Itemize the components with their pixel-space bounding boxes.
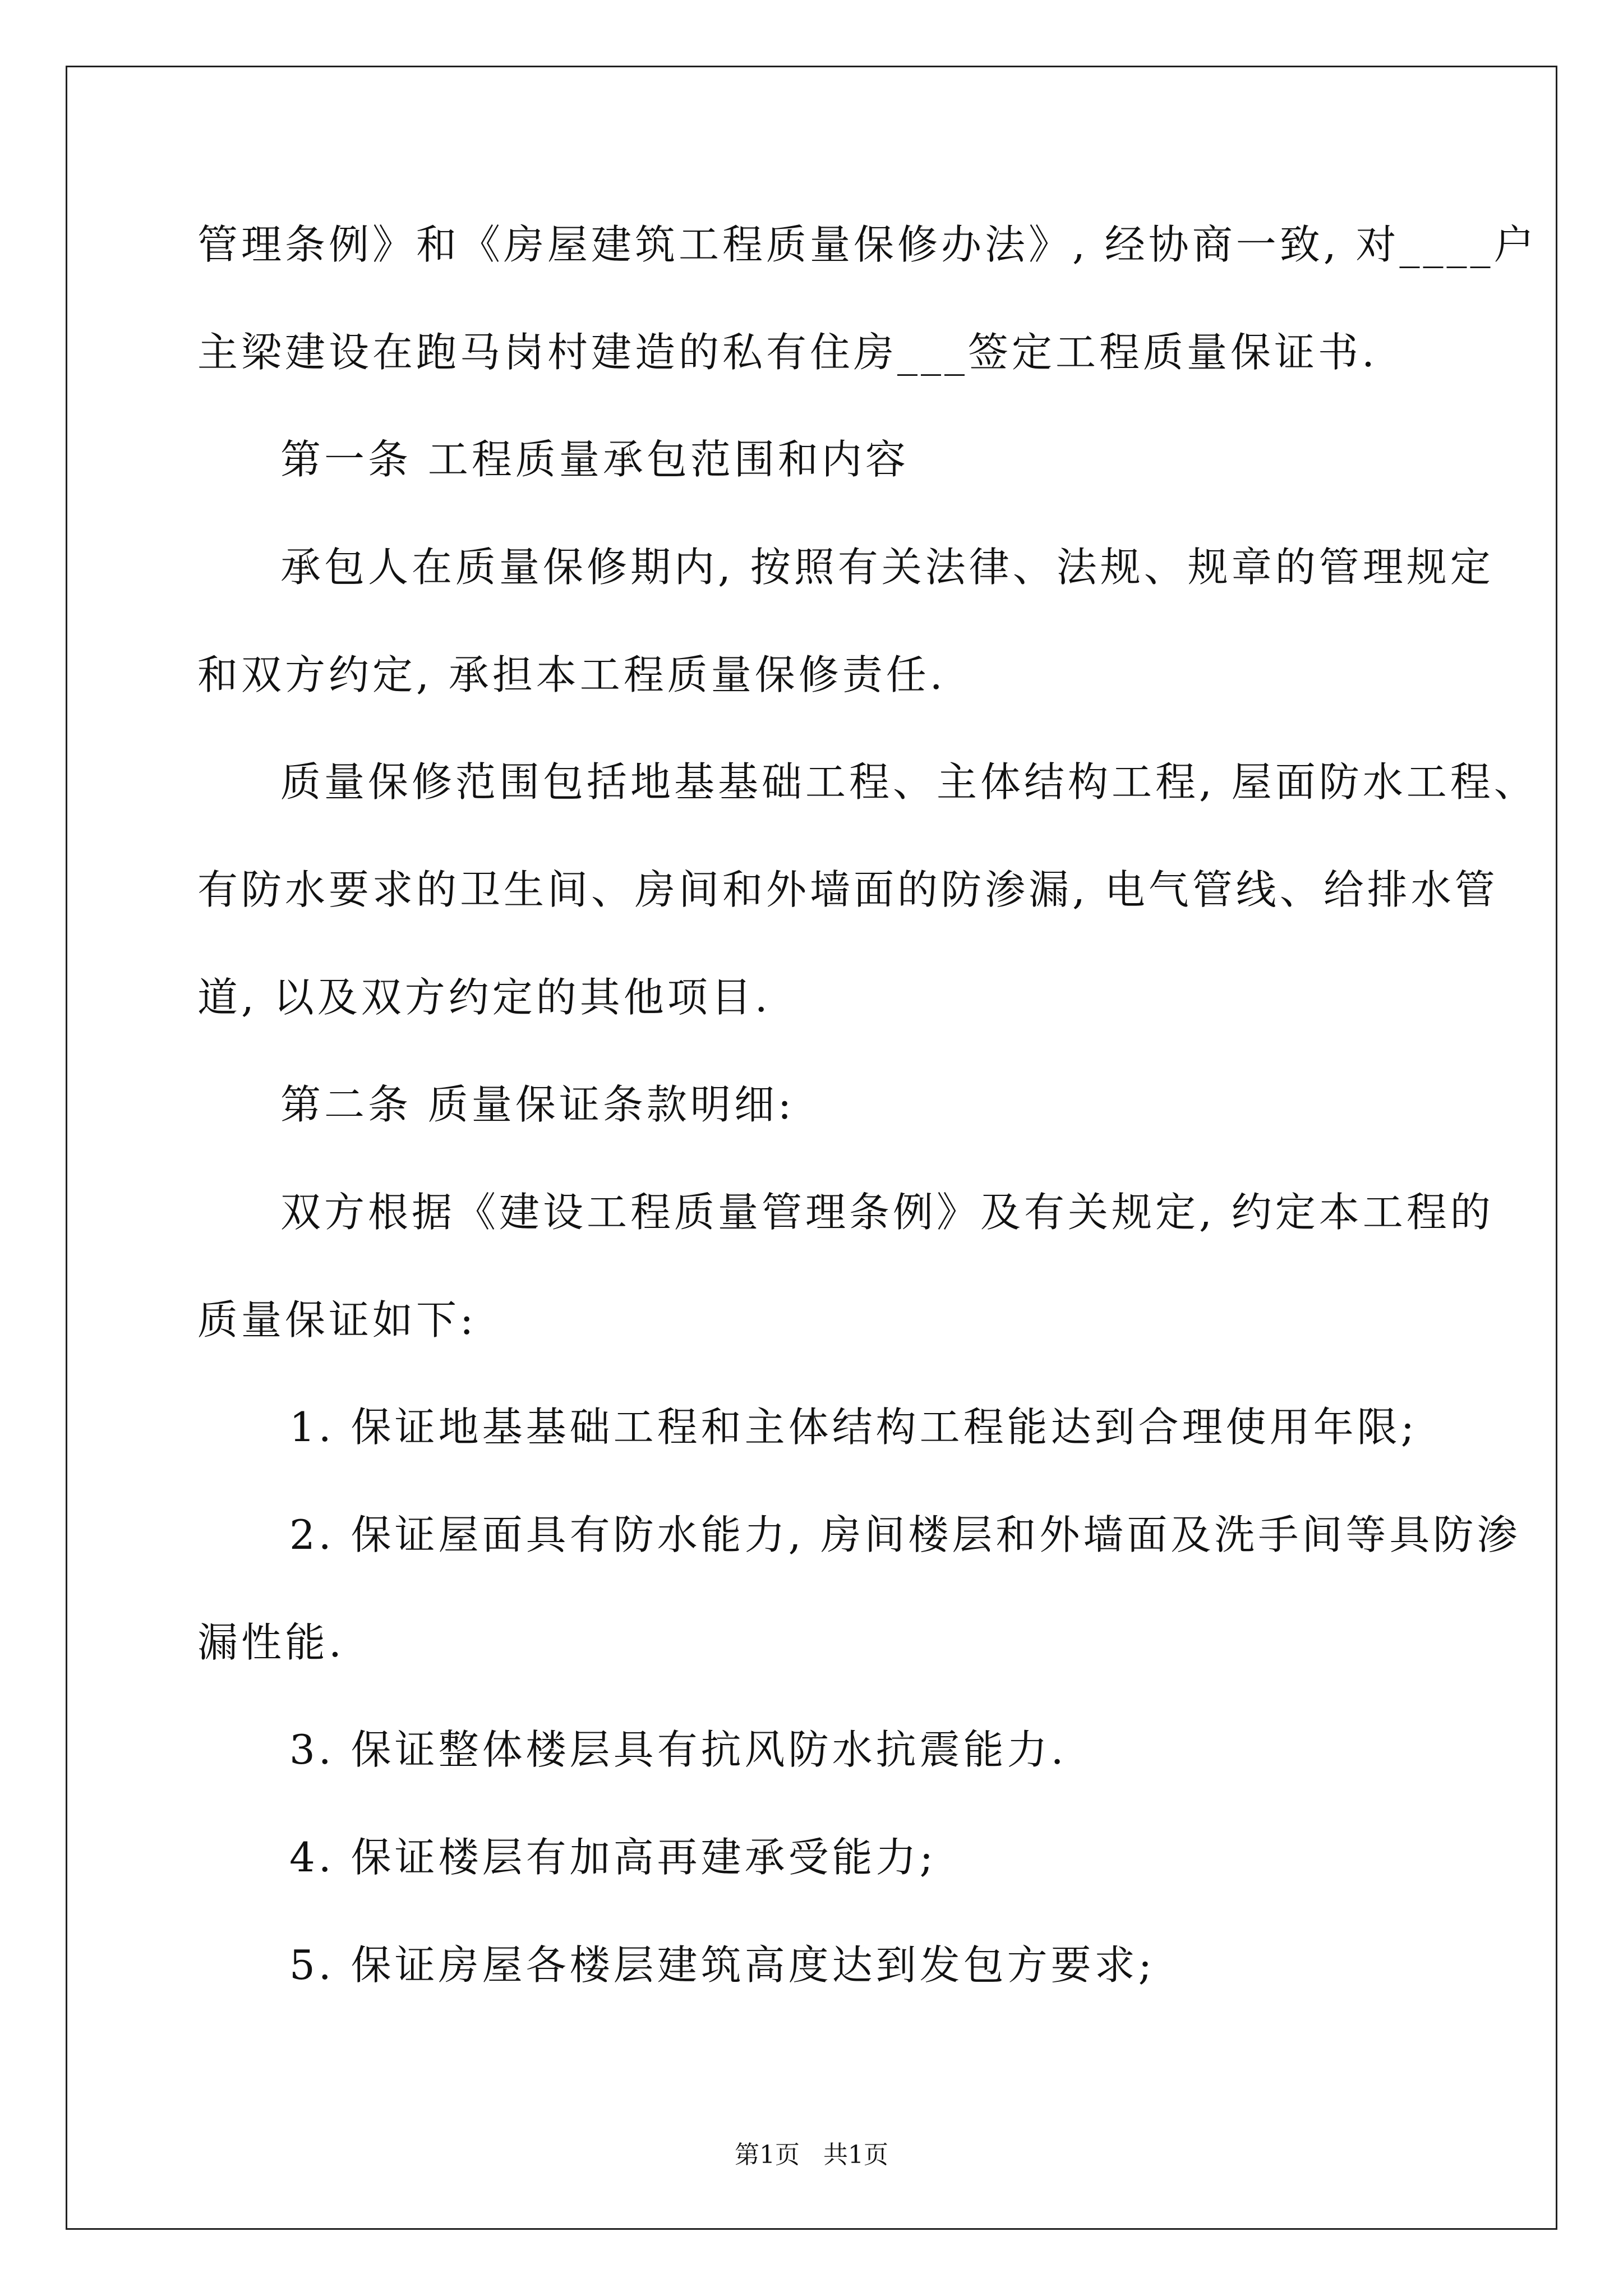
text-line: 道, 以及双方约定的其他项目. [197, 974, 771, 1021]
section-heading: 第二条 质量保证条款明细: [280, 1081, 795, 1128]
list-item: 3. 保证整体楼层具有抗风防水抗震能力. [289, 1726, 1067, 1773]
page-number: 第1页 共1页 [735, 2141, 888, 2169]
text-line: 管理条例》和《房屋建筑工程质量保修办法》, 经协商一致, 对____户 [197, 221, 1538, 268]
list-item: 4. 保证楼层有加高再建承受能力; [289, 1834, 937, 1881]
list-item: 2. 保证屋面具有防水能力, 房间楼层和外墙面及洗手间等具防渗 [289, 1511, 1521, 1558]
text-line: 和双方约定, 承担本工程质量保修责任. [197, 651, 946, 698]
text-line: 双方根据《建设工程质量管理条例》及有关规定, 约定本工程的 [280, 1189, 1494, 1236]
list-item: 1. 保证地基基础工程和主体结构工程能达到合理使用年限; [289, 1404, 1418, 1451]
text-line: 质量保证如下: [197, 1296, 477, 1343]
section-heading: 第一条 工程质量承包范围和内容 [280, 436, 909, 483]
page-border [66, 66, 1557, 2230]
text-line: 主梁建设在跑马岗村建造的私有住房___签定工程质量保证书. [197, 329, 1378, 376]
text-line: 质量保修范围包括地基基础工程、主体结构工程, 屋面防水工程、 [280, 758, 1538, 806]
list-item: 5. 保证房屋各楼层建筑高度达到发包方要求; [289, 1941, 1155, 1989]
text-line: 承包人在质量保修期内, 按照有关法律、法规、规章的管理规定 [280, 544, 1494, 591]
text-line: 漏性能. [197, 1619, 345, 1666]
text-line: 有防水要求的卫生间、房间和外墙面的防渗漏, 电气管线、给排水管 [197, 866, 1498, 913]
